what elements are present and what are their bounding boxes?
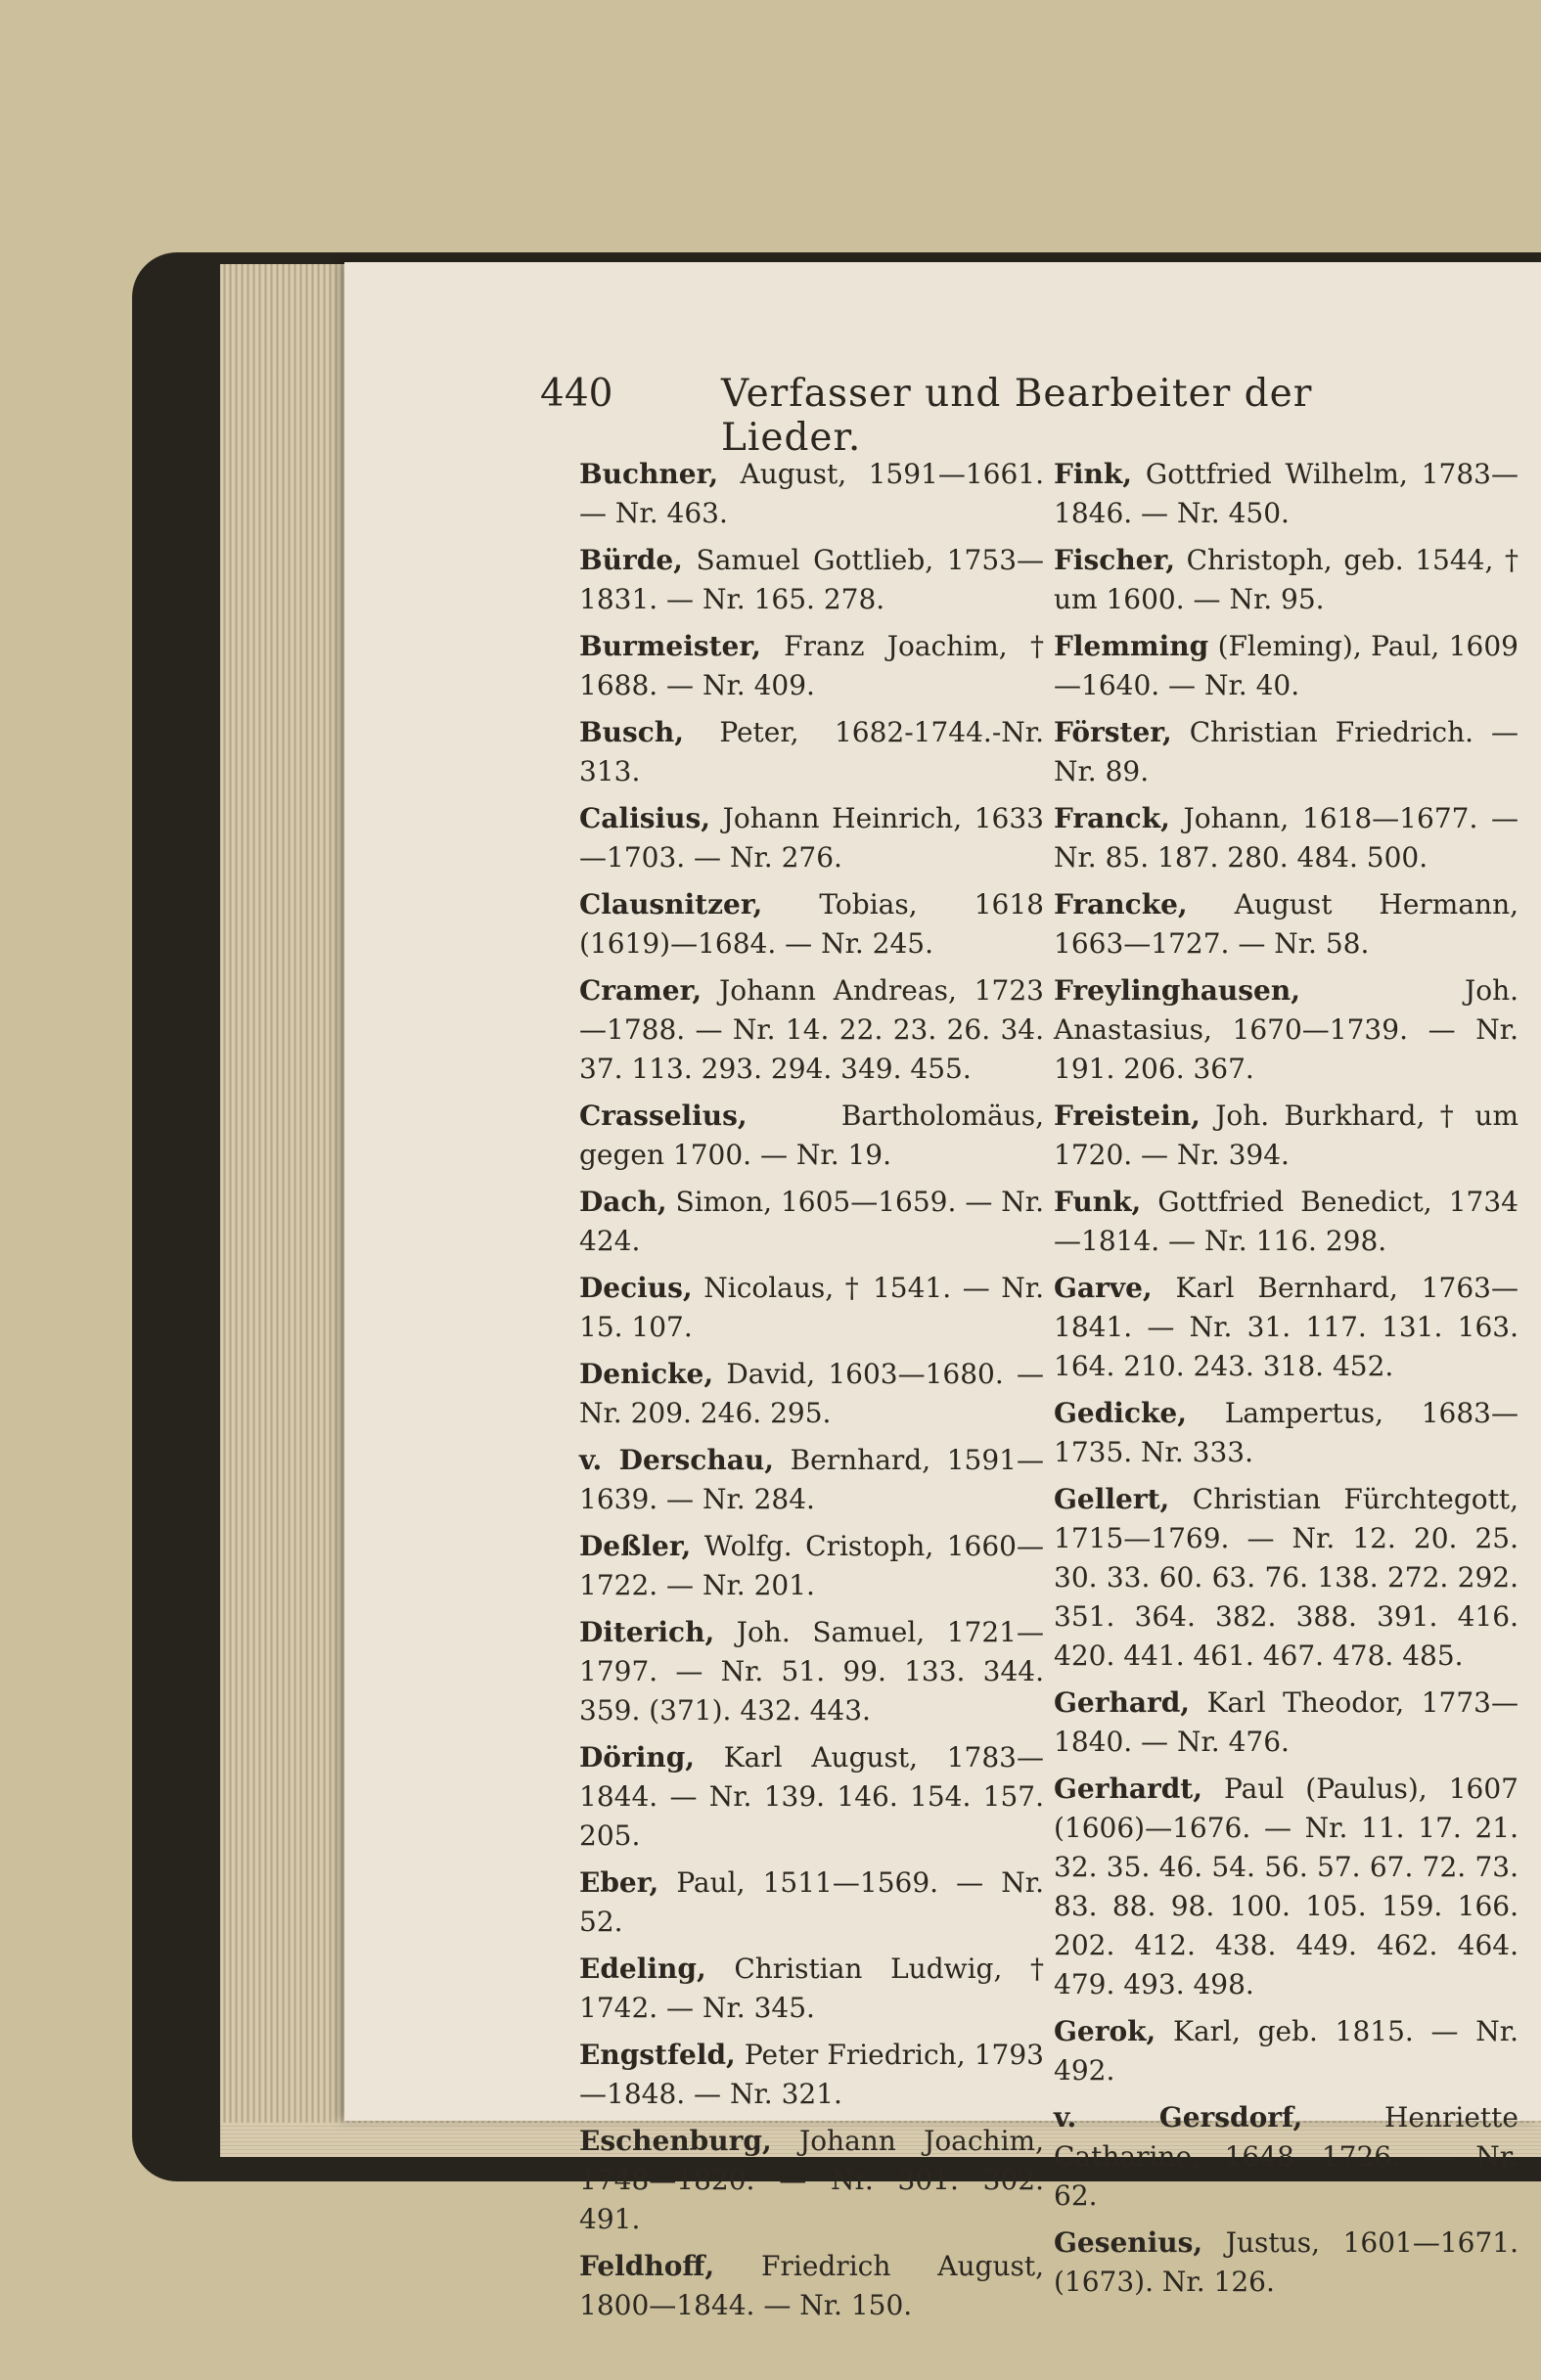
author-name: Crasselius, [579,1100,748,1132]
author-name: Gesenius, [1054,2226,1203,2259]
author-name: v. Gersdorf, [1054,2101,1303,2133]
entry-details: Franz Joachim, † 1688. — Nr. 409. [579,630,1044,701]
entry-details: Peter, 1682-1744.-Nr. 313. [579,716,1044,787]
author-name: Feldhoff, [579,2250,715,2282]
entry-details: Johann Andreas, 1723—1788. — Nr. 14. 22. 23. 26. 34. 37. 113. 293. 294. 349. 455. [579,974,1044,1085]
entry-details: Karl, geb. 1815. — Nr. 492. [1054,2015,1518,2087]
entry-details: Karl Theodor, 1773—1840. — Nr. 476. [1054,1686,1518,1758]
author-name: Gedicke, [1054,1397,1187,1429]
entry-details: Tobias, 1618 (1619)—1684. — Nr. 245. [579,888,1044,960]
index-entry [579,885,1044,964]
index-entry [1054,1770,1518,2004]
author-name: Edeling, [579,1953,706,1985]
index-entry [1054,971,1518,1089]
author-name: Buchner, [579,458,719,490]
author-name: Flemming [1054,630,1209,662]
running-title: Verfasser und Bearbeiter der Lieder. [721,372,1313,460]
index-entry [579,1441,1044,1519]
author-name: Deßler, [579,1530,692,1562]
entry-details: Lampertus, 1683—1735. Nr. 333. [1054,1397,1518,1468]
index-entry [1054,713,1518,791]
left-column [579,455,1044,2333]
entry-details: Samuel Gottlieb, 1753—1831. — Nr. 165. 278. [579,544,1045,615]
entry-details: Justus, 1601—1671. (1673). Nr. 126. [1054,2226,1519,2298]
entry-details: (Fleming), Paul, 1609—1640. — Nr. 40. [1054,630,1518,701]
entry-details: August Hermann, 1663—1727. — Nr. 58. [1054,888,1518,960]
entry-details: Peter Friedrich, 1793—1848. — Nr. 321. [579,2039,1044,2110]
index-entry [579,2122,1044,2239]
author-name: Bürde, [579,544,683,576]
index-entry [1054,627,1518,705]
index-entry [1054,1269,1518,1386]
index-entry [579,1355,1044,1433]
entry-details: Henriette Catharine, 1648—1726. — Nr. 62. [1054,2101,1519,2212]
author-name: Funk, [1054,1186,1142,1218]
entry-details: Johann Joachim, 1748—1820. — Nr. 301. 302. 491. [579,2125,1044,2235]
index-entry [1054,799,1518,877]
author-name: Francke, [1054,888,1188,921]
entry-details: August, 1591—1661. — Nr. 463. [579,458,1044,529]
index-entry [579,1097,1044,1175]
entry-details: Christoph, geb. 1544, † um 1600. — Nr. 95. [1054,544,1518,615]
index-entry [1054,1183,1518,1261]
author-name: Burmeister, [579,630,761,662]
index-entry [579,1613,1044,1730]
author-name: Clausnitzer, [579,888,763,921]
author-name: Gerhardt, [1054,1773,1202,1805]
entry-details: Christian Fürchtegott, 1715—1769. — Nr. 12. 20. 25. 30. 33. 60. 63. 76. 138. 272. 292. 351. 364. 382. 388. 391. 416. 420. 441. 461. 467. 478. 485. [1054,1483,1518,1672]
entry-details: Karl Bernhard, 1763—1841. — Nr. 31. 117. 131. 163. 164. 210. 243. 318. 452. [1054,1272,1518,1382]
right-column [1054,455,1518,2310]
author-name: Diterich, [579,1616,715,1648]
entry-details: Bernhard, 1591—1639. — Nr. 284. [579,1444,1044,1515]
index-entry [1054,1480,1518,1676]
author-name: Garve, [1054,1272,1153,1304]
entry-details: Christian Friedrich. — Nr. 89. [1054,716,1518,787]
entry-details: Johann, 1618—1677. — Nr. 85. 187. 280. 484. 500. [1054,802,1518,874]
author-name: Gellert, [1054,1483,1170,1515]
index-entry [579,1738,1044,1856]
author-name: Fischer, [1054,544,1175,576]
index-entry [579,799,1044,877]
index-entry [1054,1097,1518,1175]
author-name: Franck, [1054,802,1170,834]
index-entry [1054,1394,1518,1472]
author-name: Dach, [579,1186,667,1218]
author-name: Eschenburg, [579,2125,772,2157]
index-entry [579,971,1044,1089]
index-entry [579,713,1044,791]
index-entry [579,1950,1044,2028]
index-entry [579,1269,1044,1347]
entry-details: Gottfried Wilhelm, 1783—1846. — Nr. 450. [1054,458,1518,529]
index-entry [1054,455,1518,533]
index-entry [579,541,1044,619]
index-entry [579,1527,1044,1605]
author-name: Cramer, [579,974,703,1007]
index-entry [1054,2098,1518,2216]
entry-details: Gottfried Benedict, 1734—1814. — Nr. 116. 298. [1054,1186,1518,1257]
page-number: 440 [540,372,613,416]
author-name: Busch, [579,716,684,748]
author-name: Denicke, [579,1358,714,1390]
index-entry [579,627,1044,705]
index-entry [1054,885,1518,964]
index-entry [579,2036,1044,2114]
entry-details: Nicolaus, † 1541. — Nr. 15. 107. [579,1272,1044,1343]
author-name: Engstfeld, [579,2039,736,2071]
index-entry [1054,541,1518,619]
index-entry [1054,2223,1518,2302]
author-name: Fink, [1054,458,1133,490]
author-name: Freistein, [1054,1100,1201,1132]
author-name: Decius, [579,1272,693,1304]
entry-details: Wolfg. Cristoph, 1660—1722. — Nr. 201. [579,1530,1044,1601]
entry-details: Joh. Burkhard, † um 1720. — Nr. 394. [1054,1100,1518,1171]
entry-details: Joh. Anastasius, 1670—1739. — Nr. 191. 206. 367. [1054,974,1518,1085]
author-name: Förster, [1054,716,1172,748]
entry-details: David, 1603—1680. — Nr. 209. 246. 295. [579,1358,1044,1429]
author-name: Döring, [579,1741,696,1774]
index-entry [579,1864,1044,1942]
entry-details: Bartholomäus, gegen 1700. — Nr. 19. [579,1100,1044,1171]
entry-details: Friedrich August, 1800—1844. — Nr. 150. [579,2250,1044,2321]
index-entry [579,455,1044,533]
author-name: Eber, [579,1866,659,1899]
entry-details: Karl August, 1783—1844. — Nr. 139. 146. 154. 157. 205. [579,1741,1044,1852]
entry-details: Paul, 1511—1569. — Nr. 52. [579,1866,1044,1938]
entry-details: Johann Heinrich, 1633—1703. — Nr. 276. [579,802,1044,874]
entry-details: Christian Ludwig, † 1742. — Nr. 345. [579,1953,1044,2024]
entry-details: Paul (Paulus), 1607 (1606)—1676. — Nr. 11. 17. 21. 32. 35. 46. 54. 56. 57. 67. 72. 73. 83. 88. 98. 100. 105. 159. 166. 202. 412. 438. 449. 462. 464. 479. 493. 498. [1054,1773,1518,2000]
entry-details: Joh. Samuel, 1721—1797. — Nr. 51. 99. 133. 344. 359. (371). 432. 443. [579,1616,1044,1727]
author-name: v. Derschau, [579,1444,774,1476]
author-name: Freylinghausen, [1054,974,1300,1007]
author-name: Gerhard, [1054,1686,1191,1719]
index-entry [579,2247,1044,2325]
page-header [540,372,1340,460]
entry-details: Simon, 1605—1659. — Nr. 424. [579,1186,1044,1257]
index-entry [579,1183,1044,1261]
author-name: Gerok, [1054,2015,1156,2047]
author-name: Calisius, [579,802,710,834]
index-entry [1054,1684,1518,1762]
index-entry [1054,2012,1518,2090]
